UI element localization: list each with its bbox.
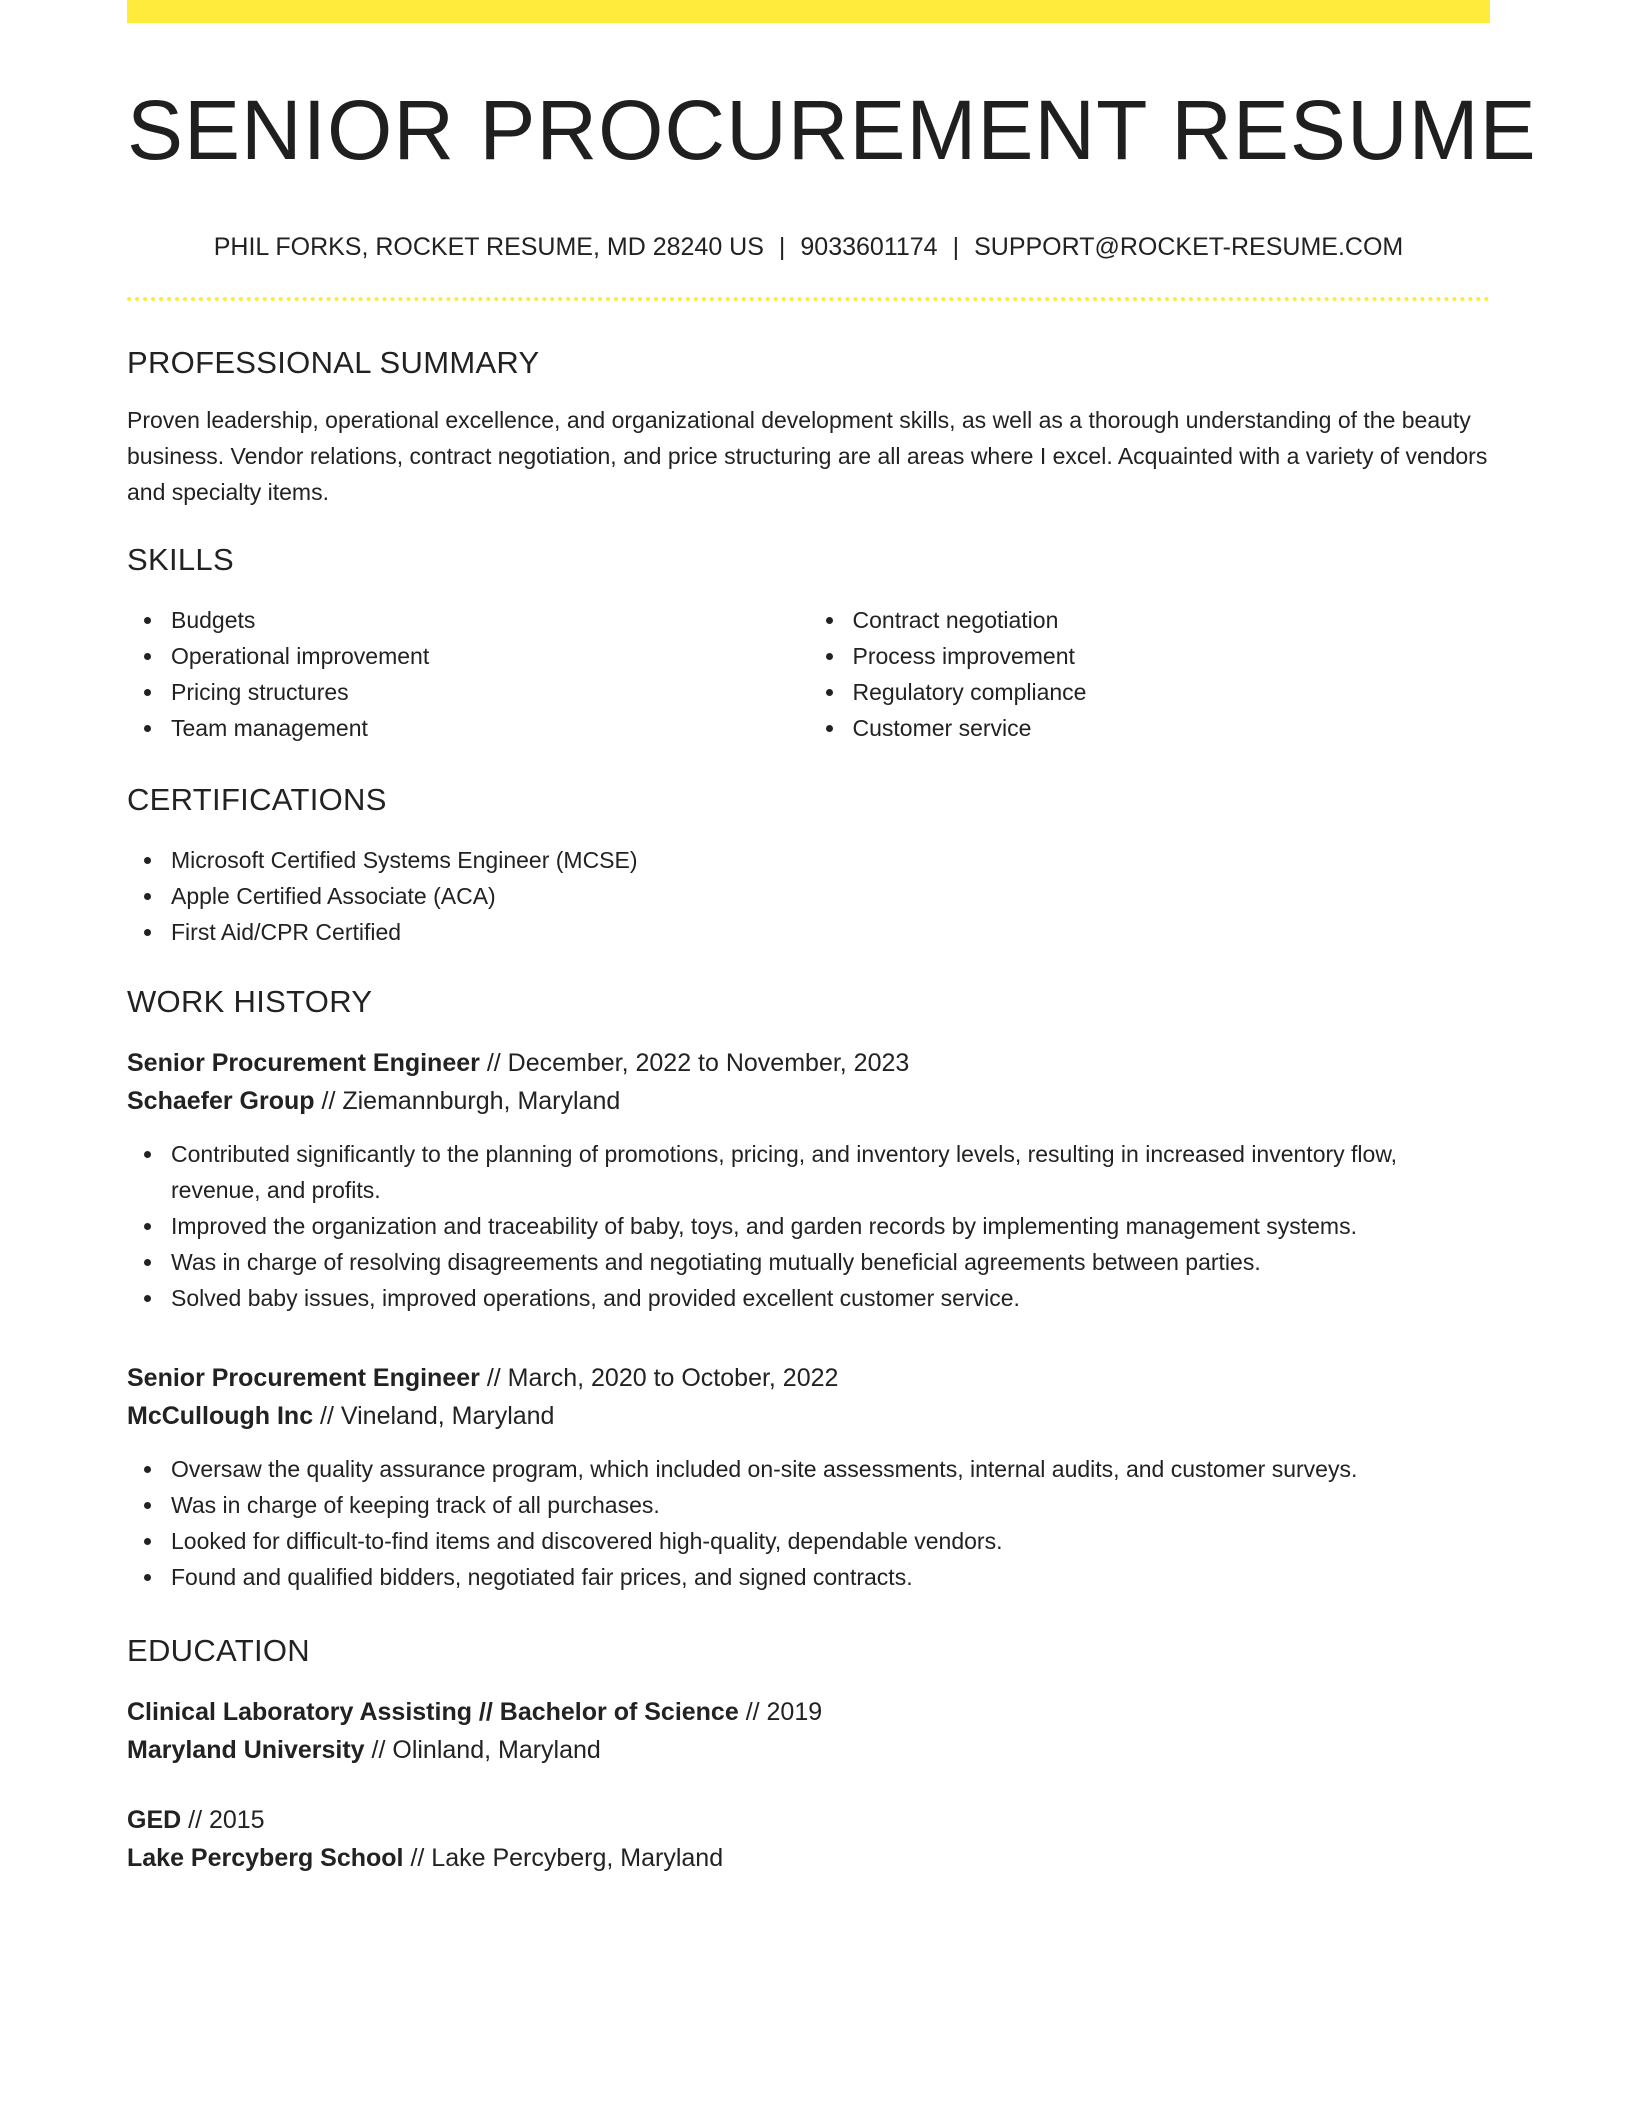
job-role: Senior Procurement Engineer	[127, 1049, 480, 1077]
section-title-education: EDUCATION	[127, 1633, 310, 1668]
skill-item: Team management	[171, 710, 809, 746]
section-title-certifications: CERTIFICATIONS	[127, 782, 387, 817]
education-school-line	[127, 1839, 1490, 1877]
job-role: Senior Procurement Engineer	[127, 1364, 480, 1392]
certification-item: Apple Certified Associate (ACA)	[171, 878, 1490, 914]
job-bullets	[127, 1451, 1490, 1595]
education-school-line	[127, 1731, 1490, 1769]
skills-list-left	[127, 602, 809, 746]
education-location: // Lake Percyberg, Maryland	[403, 1844, 724, 1872]
skill-item: Customer service	[853, 710, 1491, 746]
contact-line	[127, 231, 1490, 263]
job-company-line	[127, 1082, 1490, 1120]
education-entry	[127, 1693, 1490, 1769]
skill-item: Budgets	[171, 602, 809, 638]
education-degree: GED	[127, 1806, 182, 1834]
job-bullet: Was in charge of keeping track of all purchases.	[171, 1487, 1490, 1523]
job-entry	[127, 1359, 1490, 1595]
contact-separator: |	[952, 233, 960, 261]
job-bullet: Improved the organization and traceability of baby, toys, and garden records by implementing management systems.	[171, 1208, 1490, 1244]
job-location: // Ziemannburgh, Maryland	[314, 1087, 621, 1115]
job-company: Schaefer Group	[127, 1087, 315, 1115]
skill-item: Contract negotiation	[853, 602, 1491, 638]
job-company-line	[127, 1397, 1490, 1435]
job-dates: // March, 2020 to October, 2022	[479, 1364, 839, 1392]
certification-item: First Aid/CPR Certified	[171, 914, 1490, 950]
skills-list-right	[809, 602, 1491, 746]
skill-item: Pricing structures	[171, 674, 809, 710]
section-title-skills: SKILLS	[127, 542, 234, 577]
job-bullet: Oversaw the quality assurance program, which included on-site assessments, internal audits, and customer surveys.	[171, 1451, 1490, 1487]
job-bullets	[127, 1136, 1490, 1316]
job-bullet: Solved baby issues, improved operations, and provided excellent customer service.	[171, 1280, 1490, 1316]
job-role-line	[127, 1359, 1490, 1397]
summary-text: Proven leadership, operational excellence, and organizational development skills, as well as a thorough understanding of the beauty business. Vendor relations, contract negotiation, and price structuring are all areas where I excel. Acquainted with a variety of vendors and specialty items.	[127, 407, 1488, 505]
education-degree-line	[127, 1693, 1490, 1731]
contact-phone: 9033601174	[800, 233, 938, 261]
skill-item: Regulatory compliance	[853, 674, 1491, 710]
job-entry	[127, 1044, 1490, 1316]
skills-columns	[127, 602, 1490, 746]
skill-item: Operational improvement	[171, 638, 809, 674]
education-school: Lake Percyberg School	[127, 1844, 404, 1872]
resume-title: SENIOR PROCUREMENT RESUME	[127, 83, 1537, 177]
job-location: // Vineland, Maryland	[313, 1402, 555, 1430]
education-location: // Olinland, Maryland	[364, 1736, 601, 1764]
education-school: Maryland University	[127, 1736, 365, 1764]
contact-separator: |	[778, 233, 786, 261]
job-bullet: Was in charge of resolving disagreements and negotiating mutually beneficial agreements between parties.	[171, 1244, 1490, 1280]
certification-item: Microsoft Certified Systems Engineer (MCSE)	[171, 842, 1490, 878]
dotted-divider	[127, 297, 1490, 301]
job-bullet: Looked for difficult-to-find items and discovered high-quality, dependable vendors.	[171, 1523, 1490, 1559]
job-company: McCullough Inc	[127, 1402, 314, 1430]
job-bullet: Found and qualified bidders, negotiated fair prices, and signed contracts.	[171, 1559, 1490, 1595]
certifications-list	[127, 842, 1490, 950]
education-year: // 2019	[738, 1698, 823, 1726]
contact-email[interactable]: SUPPORT@ROCKET-RESUME.COM	[974, 233, 1404, 261]
education-degree-line	[127, 1801, 1490, 1839]
section-title-summary: PROFESSIONAL SUMMARY	[127, 345, 540, 380]
resume-content	[127, 0, 1537, 1877]
contact-address: PHIL FORKS, ROCKET RESUME, MD 28240 US	[213, 233, 764, 261]
education-year: // 2015	[181, 1806, 265, 1834]
job-role-line	[127, 1044, 1490, 1082]
job-dates: // December, 2022 to November, 2023	[479, 1049, 910, 1077]
education-degree: Clinical Laboratory Assisting // Bachelor of Science	[127, 1698, 739, 1726]
section-title-work-history: WORK HISTORY	[127, 984, 373, 1019]
education-entry	[127, 1801, 1490, 1877]
job-bullet: Contributed significantly to the planning of promotions, pricing, and inventory levels, resulting in increased inventory flow, revenue, and profits.	[171, 1136, 1490, 1208]
skill-item: Process improvement	[853, 638, 1491, 674]
